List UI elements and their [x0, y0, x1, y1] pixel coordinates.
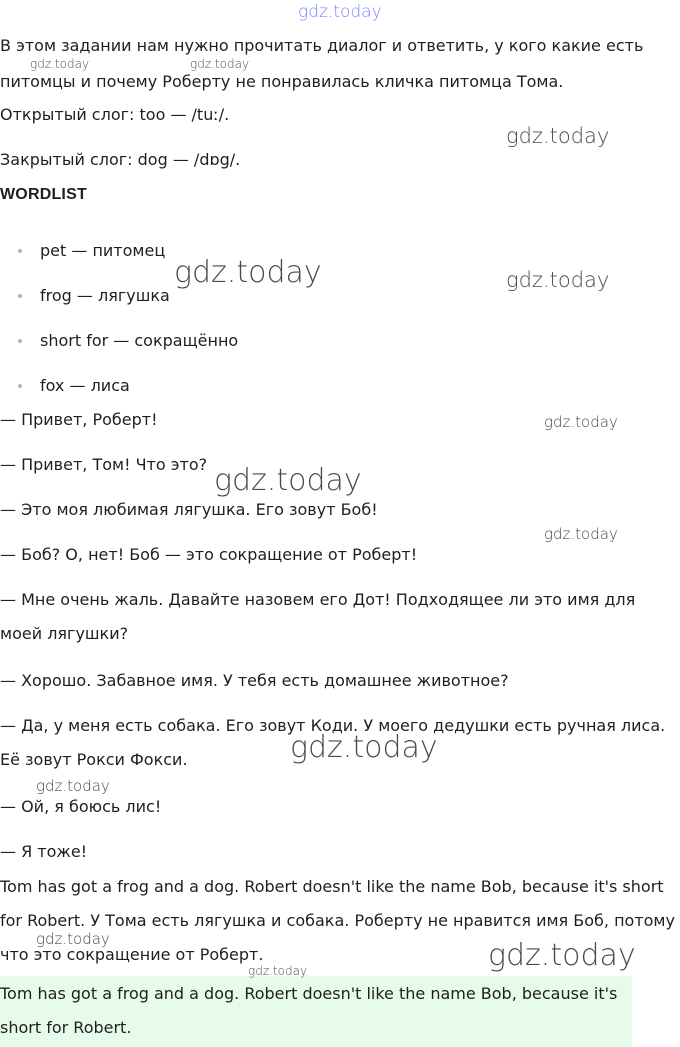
wordlist-item: [0, 328, 300, 354]
wordlist-heading: WORDLIST: [0, 186, 87, 203]
watermark: gdz.today: [248, 964, 308, 978]
dialogue-line: — Привет, Роберт!: [0, 410, 158, 429]
wordlist-item-text: pet — питомец: [40, 241, 166, 260]
header-watermark: gdz.today: [298, 2, 382, 22]
wordlist-item-text: short for — сокращённо: [40, 331, 239, 350]
dialogue-line: — Хорошо. Забавное имя. У тебя есть домашнее животное?: [0, 671, 509, 690]
watermark: gdz.today: [36, 930, 110, 948]
dialogue-line: — Я тоже!: [0, 842, 88, 861]
watermark: gdz.today: [506, 124, 610, 148]
watermark: gdz.today: [506, 268, 610, 292]
dialogue-line: — Привет, Том! Что это?: [0, 455, 208, 474]
bullet-dot: [18, 249, 22, 253]
watermark: gdz.today: [488, 938, 636, 973]
wordlist-item-text: fox — лиса: [40, 376, 130, 395]
dialogue-line: — Мне очень жаль. Давайте назовем его Дот! Подходящее ли это имя для моей лягушки?: [0, 590, 636, 643]
watermark: gdz.today: [544, 413, 618, 431]
answer-highlight-text: Tom has got a frog and a dog. Robert doesn't like the name Bob, because it's short for Robert.: [0, 984, 618, 1037]
bullet-dot: [18, 384, 22, 388]
watermark: gdz.today: [214, 463, 362, 498]
open-syllable-text: Открытый слог: too — /tuː/.: [0, 105, 230, 124]
watermark: gdz.today: [290, 730, 438, 765]
wordlist-item-text: frog — лягушка: [40, 286, 170, 305]
bullet-dot: [18, 339, 22, 343]
watermark: gdz.today: [544, 525, 618, 543]
dialogue-line: — Боб? О, нет! Боб — это сокращение от Роберт!: [0, 545, 418, 564]
answer-explained-paragraph: Tom has got a frog and a dog. Robert doesn't like the name Bob, because it's short for Robert. У Тома есть лягушка и собака. Роберту не нравится имя Боб, потому что это сокращение от Роберт.: [0, 877, 675, 964]
wordlist-item: [0, 373, 300, 399]
dialogue-line: — Да, у меня есть собака. Его зовут Коди. У моего дедушки есть ручная лиса. Её зовут Рокси Фокси.: [0, 716, 666, 769]
bullet-dot: [18, 294, 22, 298]
watermark: gdz.today: [30, 57, 90, 71]
watermark: gdz.today: [190, 57, 250, 71]
dialogue-line: — Ой, я боюсь лис!: [0, 797, 162, 816]
watermark: gdz.today: [174, 255, 322, 290]
closed-syllable-text: Закрытый слог: dog — /dɒg/.: [0, 150, 241, 169]
intro-paragraph: В этом задании нам нужно прочитать диалог и ответить, у кого какие есть питомцы и почему Роберту не понравилась кличка питомца Тома.: [0, 36, 644, 91]
dialogue-line: — Это моя любимая лягушка. Его зовут Боб!: [0, 500, 378, 519]
watermark: gdz.today: [36, 777, 110, 795]
